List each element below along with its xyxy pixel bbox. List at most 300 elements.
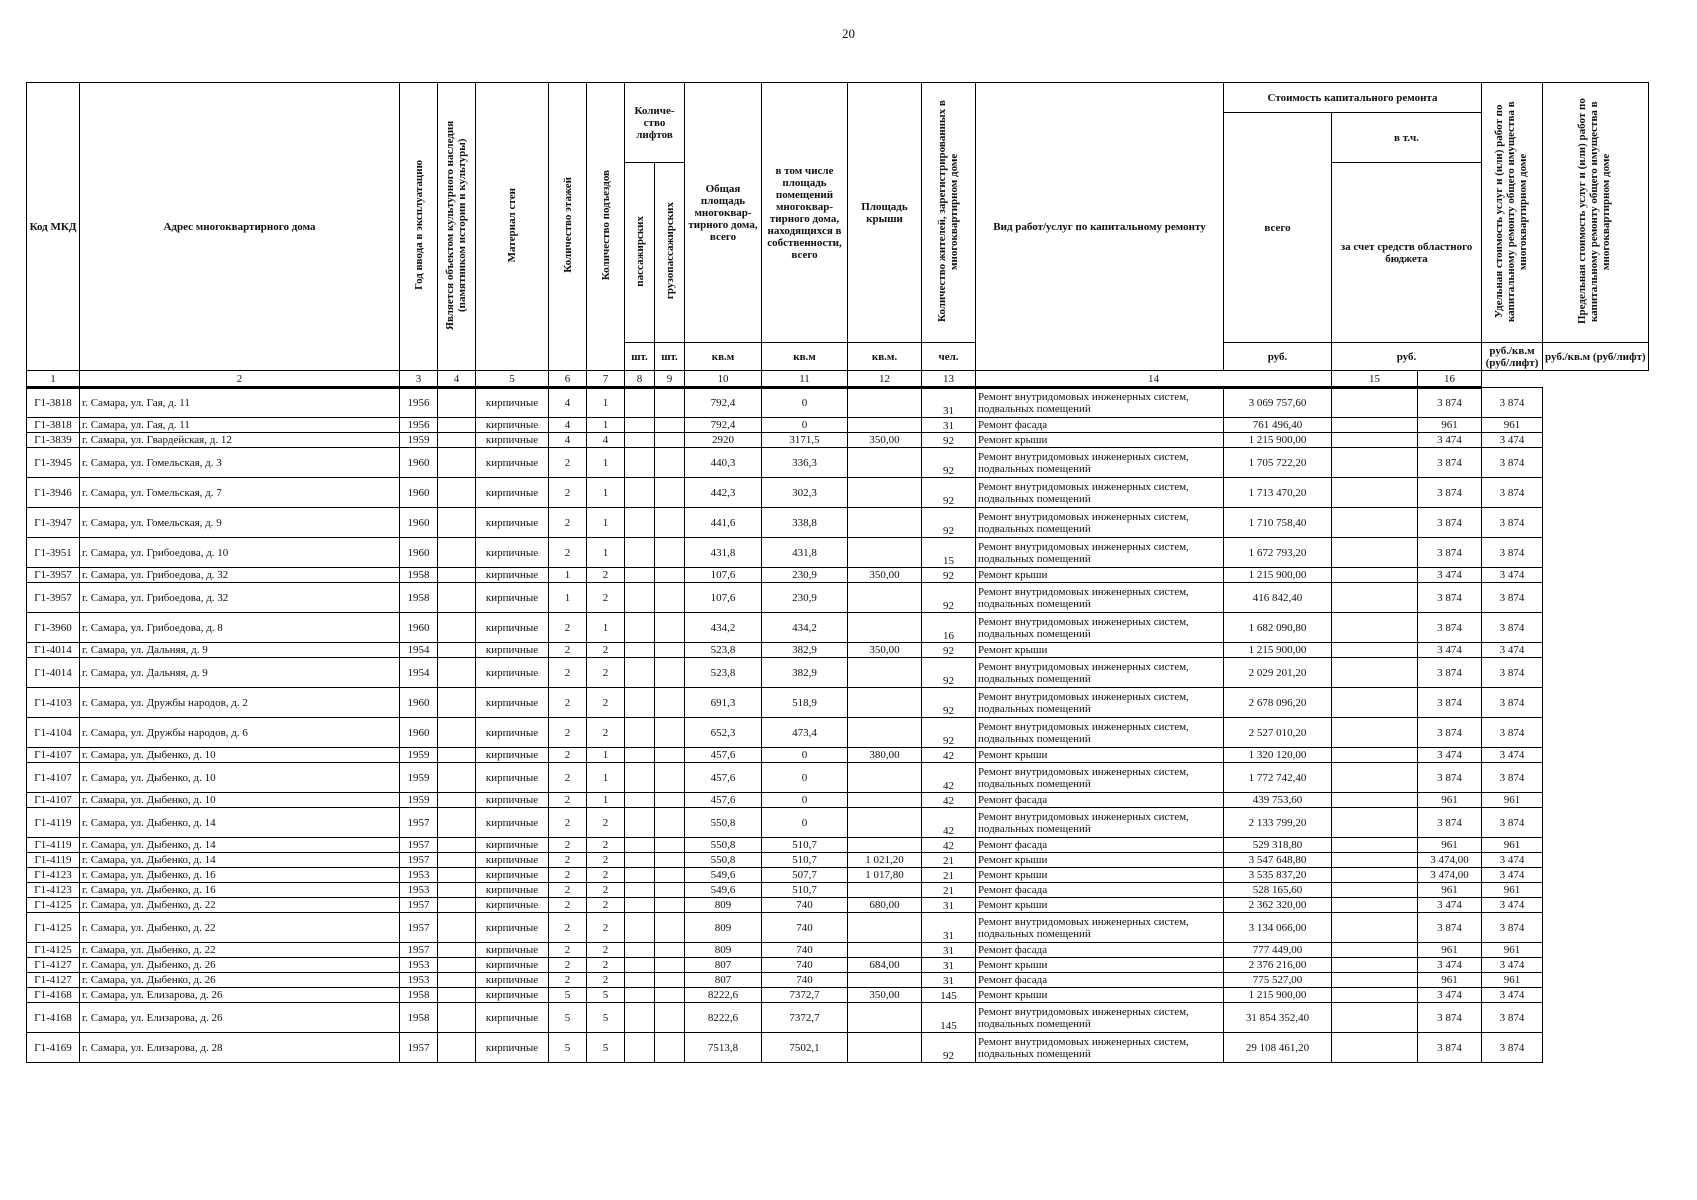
cell-entr: 4: [587, 433, 625, 448]
cell-limit: 3 474: [1482, 988, 1543, 1003]
cell-cost: 1 215 900,00: [1224, 988, 1332, 1003]
cell-empty: [655, 868, 685, 883]
table-row: [27, 853, 1649, 868]
cell-limit: 3 474: [1482, 958, 1543, 973]
unit-rub-1: руб.: [1224, 343, 1332, 371]
cell-unit: 961: [1418, 883, 1482, 898]
cell-area: 440,3: [685, 448, 762, 478]
cell-floors: 1: [549, 568, 587, 583]
cell-material: кирпичные: [476, 1003, 549, 1033]
cell-owned: 336,3: [762, 448, 848, 478]
cell-cost: 528 165,60: [1224, 883, 1332, 898]
cell-limit: 3 474: [1482, 853, 1543, 868]
cell-area: 807: [685, 973, 762, 988]
cell-code: Г1-3839: [27, 433, 80, 448]
cell-work: Ремонт внутридомовых инженерных систем, подвальных помещений: [976, 688, 1224, 718]
cell-empty: [438, 658, 476, 688]
header-heritage: Является объектом культурного наследия (памятником истории и культуры): [438, 83, 476, 371]
cell-owned: 518,9: [762, 688, 848, 718]
cell-limit: 3 874: [1482, 913, 1543, 943]
cell-cost: 529 318,80: [1224, 838, 1332, 853]
cell-res: 145: [922, 1003, 976, 1033]
cell-empty: [655, 448, 685, 478]
cell-cost: 29 108 461,20: [1224, 1033, 1332, 1063]
cell-owned: 740: [762, 898, 848, 913]
cell-empty: [1332, 643, 1418, 658]
cell-empty: [1332, 538, 1418, 568]
column-number: 8: [625, 371, 655, 388]
cell-code: Г1-4123: [27, 868, 80, 883]
cell-cost: 775 527,00: [1224, 973, 1332, 988]
cell-empty: [438, 388, 476, 418]
unit-sqm-1: кв.м: [685, 343, 762, 371]
cell-owned: 382,9: [762, 643, 848, 658]
cell-roof: 350,00: [848, 568, 922, 583]
cell-cost: 2 376 216,00: [1224, 958, 1332, 973]
cell-res: 31: [922, 388, 976, 418]
cell-owned: 230,9: [762, 568, 848, 583]
cell-code: Г1-4169: [27, 1033, 80, 1063]
cell-empty: [625, 943, 655, 958]
cell-unit: 3 874: [1418, 688, 1482, 718]
cell-owned: 338,8: [762, 508, 848, 538]
cell-code: Г1-4125: [27, 898, 80, 913]
cell-roof: 1 021,20: [848, 853, 922, 868]
cell-material: кирпичные: [476, 793, 549, 808]
cell-empty: [655, 958, 685, 973]
cell-address: г. Самара, ул. Дыбенко, д. 14: [80, 853, 400, 868]
cell-empty: [625, 478, 655, 508]
cell-limit: 3 874: [1482, 583, 1543, 613]
cell-code: Г1-3957: [27, 568, 80, 583]
cell-empty: [655, 763, 685, 793]
cell-year: 1960: [400, 613, 438, 643]
unit-sqm-2: кв.м: [762, 343, 848, 371]
cell-address: г. Самара, ул. Гая, д. 11: [80, 388, 400, 418]
cell-res: 31: [922, 418, 976, 433]
cell-address: г. Самара, ул. Гая, д. 11: [80, 418, 400, 433]
cell-empty: [1332, 808, 1418, 838]
cell-year: 1960: [400, 688, 438, 718]
cell-empty: [655, 748, 685, 763]
cell-empty: [655, 973, 685, 988]
cell-work: Ремонт крыши: [976, 568, 1224, 583]
cell-entr: 1: [587, 748, 625, 763]
cell-floors: 5: [549, 988, 587, 1003]
column-number: 5: [476, 371, 549, 388]
cell-cost: 3 535 837,20: [1224, 868, 1332, 883]
cell-entr: 2: [587, 658, 625, 688]
cell-entr: 2: [587, 958, 625, 973]
cell-area: 523,8: [685, 658, 762, 688]
cell-empty: [438, 418, 476, 433]
cell-limit: 3 474: [1482, 433, 1543, 448]
cell-owned: 431,8: [762, 538, 848, 568]
cell-res: 21: [922, 868, 976, 883]
cell-empty: [1332, 658, 1418, 688]
cell-res: 42: [922, 763, 976, 793]
table-row: [27, 883, 1649, 898]
cell-code: Г1-4107: [27, 763, 80, 793]
cell-res: 15: [922, 538, 976, 568]
cell-roof: [848, 1033, 922, 1063]
cell-year: 1960: [400, 478, 438, 508]
cell-year: 1953: [400, 973, 438, 988]
cell-res: 92: [922, 718, 976, 748]
cell-work: Ремонт внутридомовых инженерных систем, подвальных помещений: [976, 763, 1224, 793]
header-cost-incl: в т.ч.: [1332, 113, 1482, 163]
cell-material: кирпичные: [476, 808, 549, 838]
cell-unit: 3 874: [1418, 1033, 1482, 1063]
cell-res: 92: [922, 508, 976, 538]
column-number: 10: [685, 371, 762, 388]
cell-cost: 1 682 090,80: [1224, 613, 1332, 643]
cell-area: 8222,6: [685, 1003, 762, 1033]
cell-work: Ремонт крыши: [976, 748, 1224, 763]
cell-empty: [655, 688, 685, 718]
cell-work: Ремонт крыши: [976, 868, 1224, 883]
cell-res: 92: [922, 448, 976, 478]
cell-empty: [625, 883, 655, 898]
cell-address: г. Самара, ул. Дыбенко, д. 22: [80, 898, 400, 913]
cell-limit: 3 874: [1482, 1033, 1543, 1063]
cell-unit: 3 474,00: [1418, 868, 1482, 883]
cell-empty: [655, 418, 685, 433]
table-row: [27, 718, 1649, 748]
cell-roof: [848, 838, 922, 853]
header-year: Год ввода в эксплуатацию: [400, 83, 438, 371]
cell-work: Ремонт внутридомовых инженерных систем, подвальных помещений: [976, 658, 1224, 688]
cell-roof: 350,00: [848, 643, 922, 658]
cell-material: кирпичные: [476, 568, 549, 583]
cell-code: Г1-4119: [27, 838, 80, 853]
cell-unit: 3 874: [1418, 913, 1482, 943]
cell-cost: 3 547 648,80: [1224, 853, 1332, 868]
table-row: [27, 838, 1649, 853]
cell-limit: 3 474: [1482, 568, 1543, 583]
cell-unit: 3 474: [1418, 433, 1482, 448]
cell-entr: 1: [587, 478, 625, 508]
cell-address: г. Самара, ул. Дыбенко, д. 26: [80, 958, 400, 973]
cell-area: 107,6: [685, 568, 762, 583]
cell-material: кирпичные: [476, 448, 549, 478]
cell-entr: 2: [587, 853, 625, 868]
cell-year: 1959: [400, 748, 438, 763]
cell-res: 31: [922, 958, 976, 973]
cell-work: Ремонт внутридомовых инженерных систем, подвальных помещений: [976, 478, 1224, 508]
cell-material: кирпичные: [476, 898, 549, 913]
cell-address: г. Самара, ул. Гомельская, д. 7: [80, 478, 400, 508]
unit-rub-2: руб.: [1332, 343, 1482, 371]
cell-empty: [1332, 418, 1418, 433]
cell-owned: 740: [762, 973, 848, 988]
header-entrances: Количество подъездов: [587, 83, 625, 371]
cell-year: 1958: [400, 988, 438, 1003]
cell-year: 1960: [400, 718, 438, 748]
cell-code: Г1-4168: [27, 1003, 80, 1033]
cell-work: Ремонт фасада: [976, 838, 1224, 853]
header-roof-area: Площадь крыши: [848, 83, 922, 343]
cell-code: Г1-4119: [27, 808, 80, 838]
cell-floors: 2: [549, 718, 587, 748]
cell-roof: 1 017,80: [848, 868, 922, 883]
cell-empty: [1332, 973, 1418, 988]
cell-address: г. Самара, ул. Елизарова, д. 26: [80, 988, 400, 1003]
cell-limit: 961: [1482, 943, 1543, 958]
cell-area: 8222,6: [685, 988, 762, 1003]
cell-empty: [625, 898, 655, 913]
column-number: 15: [1332, 371, 1418, 388]
cell-empty: [1332, 988, 1418, 1003]
cell-unit: 3 474: [1418, 568, 1482, 583]
cell-owned: 434,2: [762, 613, 848, 643]
cell-roof: [848, 883, 922, 898]
cell-limit: 3 874: [1482, 718, 1543, 748]
cell-floors: 2: [549, 883, 587, 898]
cell-code: Г1-4104: [27, 718, 80, 748]
cell-address: г. Самара, ул. Дыбенко, д. 16: [80, 883, 400, 898]
cell-roof: [848, 793, 922, 808]
header-residents: Количество жителей, зарегистрированных в многоквартирном доме: [922, 83, 976, 343]
table-row: [27, 658, 1649, 688]
cell-floors: 4: [549, 418, 587, 433]
cell-empty: [1332, 853, 1418, 868]
cell-code: Г1-4123: [27, 883, 80, 898]
cell-owned: 510,7: [762, 838, 848, 853]
cell-limit: 3 874: [1482, 658, 1543, 688]
cell-entr: 2: [587, 583, 625, 613]
cell-res: 145: [922, 988, 976, 1003]
cell-address: г. Самара, ул. Грибоедова, д. 32: [80, 568, 400, 583]
cell-material: кирпичные: [476, 688, 549, 718]
cell-empty: [655, 943, 685, 958]
table-row: [27, 748, 1649, 763]
cell-roof: 350,00: [848, 988, 922, 1003]
cell-code: Г1-3960: [27, 613, 80, 643]
cell-empty: [625, 808, 655, 838]
cell-empty: [625, 838, 655, 853]
cell-owned: 0: [762, 388, 848, 418]
cell-entr: 2: [587, 883, 625, 898]
cell-empty: [1332, 838, 1418, 853]
table-row: [27, 388, 1649, 418]
cell-code: Г1-4168: [27, 988, 80, 1003]
cell-empty: [438, 898, 476, 913]
cell-material: кирпичные: [476, 658, 549, 688]
cell-cost: 439 753,60: [1224, 793, 1332, 808]
cell-empty: [625, 793, 655, 808]
cell-res: 92: [922, 478, 976, 508]
cell-code: Г1-3945: [27, 448, 80, 478]
cell-res: 92: [922, 643, 976, 658]
cell-empty: [1332, 898, 1418, 913]
header-address: Адрес многоквартирного дома: [80, 83, 400, 371]
page-number: 20: [842, 26, 855, 41]
cell-entr: 1: [587, 388, 625, 418]
cell-empty: [625, 748, 655, 763]
cell-unit: 3 874: [1418, 718, 1482, 748]
cell-limit: 961: [1482, 973, 1543, 988]
cell-work: Ремонт внутридомовых инженерных систем, подвальных помещений: [976, 1033, 1224, 1063]
unit-sqm-3: кв.м.: [848, 343, 922, 371]
cell-empty: [655, 883, 685, 898]
cell-year: 1953: [400, 868, 438, 883]
cell-res: 92: [922, 658, 976, 688]
cell-floors: 2: [549, 748, 587, 763]
cell-material: кирпичные: [476, 433, 549, 448]
cell-owned: 0: [762, 763, 848, 793]
cell-work: Ремонт внутридомовых инженерных систем, подвальных помещений: [976, 448, 1224, 478]
cell-res: 92: [922, 688, 976, 718]
cell-material: кирпичные: [476, 508, 549, 538]
cell-address: г. Самара, ул. Дыбенко, д. 14: [80, 808, 400, 838]
cell-work: Ремонт внутридомовых инженерных систем, подвальных помещений: [976, 913, 1224, 943]
cell-roof: [848, 508, 922, 538]
cell-roof: 380,00: [848, 748, 922, 763]
cell-code: Г1-3818: [27, 388, 80, 418]
cell-floors: 2: [549, 508, 587, 538]
cell-res: 31: [922, 913, 976, 943]
table-row: [27, 1003, 1649, 1033]
unit-pcs-1: шт.: [625, 343, 655, 371]
cell-floors: 5: [549, 1003, 587, 1033]
cell-limit: 961: [1482, 793, 1543, 808]
cell-empty: [1332, 388, 1418, 418]
cell-work: Ремонт внутридомовых инженерных систем, подвальных помещений: [976, 808, 1224, 838]
cell-limit: 3 474: [1482, 898, 1543, 913]
cell-floors: 2: [549, 943, 587, 958]
cell-address: г. Самара, ул. Елизарова, д. 28: [80, 1033, 400, 1063]
cell-limit: 3 474: [1482, 643, 1543, 658]
cell-unit: 3 874: [1418, 763, 1482, 793]
column-number: 2: [80, 371, 400, 388]
cell-year: 1959: [400, 763, 438, 793]
header-cost-total: всего: [1224, 113, 1332, 343]
cell-unit: 3 874: [1418, 388, 1482, 418]
cell-empty: [1332, 613, 1418, 643]
cell-unit: 3 874: [1418, 508, 1482, 538]
cell-code: Г1-4125: [27, 913, 80, 943]
cell-code: Г1-4119: [27, 853, 80, 868]
cell-unit: 3 874: [1418, 478, 1482, 508]
cell-roof: [848, 808, 922, 838]
cell-empty: [438, 808, 476, 838]
cell-material: кирпичные: [476, 838, 549, 853]
cell-code: Г1-3946: [27, 478, 80, 508]
cell-res: 42: [922, 808, 976, 838]
cell-material: кирпичные: [476, 883, 549, 898]
cell-res: 92: [922, 433, 976, 448]
cell-empty: [1332, 433, 1418, 448]
cell-empty: [625, 388, 655, 418]
cell-year: 1954: [400, 643, 438, 658]
cell-limit: 961: [1482, 838, 1543, 853]
cell-empty: [1332, 448, 1418, 478]
cell-empty: [625, 613, 655, 643]
cell-entr: 2: [587, 718, 625, 748]
cell-material: кирпичные: [476, 418, 549, 433]
cell-roof: [848, 448, 922, 478]
cell-owned: 473,4: [762, 718, 848, 748]
cell-material: кирпичные: [476, 748, 549, 763]
cell-owned: 0: [762, 418, 848, 433]
header-lifts-cargo: грузопассажирских: [655, 163, 685, 343]
cell-entr: 2: [587, 913, 625, 943]
cell-owned: 740: [762, 958, 848, 973]
cell-empty: [438, 538, 476, 568]
cell-unit: 3 474: [1418, 958, 1482, 973]
cell-floors: 2: [549, 643, 587, 658]
cell-code: Г1-4103: [27, 688, 80, 718]
cell-empty: [655, 718, 685, 748]
cell-cost: 761 496,40: [1224, 418, 1332, 433]
cell-work: Ремонт фасада: [976, 973, 1224, 988]
cell-empty: [625, 658, 655, 688]
cell-res: 92: [922, 568, 976, 583]
cell-owned: 3171,5: [762, 433, 848, 448]
cell-limit: 3 874: [1482, 688, 1543, 718]
cell-code: Г1-4125: [27, 943, 80, 958]
cell-unit: 961: [1418, 793, 1482, 808]
cell-roof: [848, 1003, 922, 1033]
cell-year: 1957: [400, 898, 438, 913]
cell-area: 2920: [685, 433, 762, 448]
cell-unit: 3 474: [1418, 898, 1482, 913]
cell-work: Ремонт крыши: [976, 958, 1224, 973]
header-unit-cost: Удельная стоимость услуг и (или) работ по капитальному ремонту общего имущества в многоквартирном доме: [1482, 83, 1543, 343]
column-number: 13: [922, 371, 976, 388]
cell-empty: [438, 958, 476, 973]
cell-empty: [438, 568, 476, 583]
table-row: [27, 433, 1649, 448]
cell-material: кирпичные: [476, 538, 549, 568]
table-row: [27, 973, 1649, 988]
cell-empty: [655, 658, 685, 688]
cell-owned: 510,7: [762, 853, 848, 868]
cell-address: г. Самара, ул. Дыбенко, д. 26: [80, 973, 400, 988]
cell-empty: [1332, 1003, 1418, 1033]
cell-entr: 2: [587, 943, 625, 958]
cell-roof: [848, 478, 922, 508]
cell-roof: [848, 913, 922, 943]
cell-code: Г1-4127: [27, 958, 80, 973]
cell-empty: [1332, 958, 1418, 973]
cell-owned: 507,7: [762, 868, 848, 883]
cell-year: 1956: [400, 388, 438, 418]
cell-material: кирпичные: [476, 718, 549, 748]
cell-work: Ремонт крыши: [976, 643, 1224, 658]
table-row: [27, 508, 1649, 538]
header-area-total: Общая площадь многоквар-тирного дома, всего: [685, 83, 762, 343]
cell-entr: 2: [587, 808, 625, 838]
cell-empty: [625, 688, 655, 718]
cell-year: 1953: [400, 883, 438, 898]
cell-roof: [848, 418, 922, 433]
cell-entr: 2: [587, 838, 625, 853]
cell-empty: [1332, 718, 1418, 748]
cell-entr: 2: [587, 898, 625, 913]
cell-owned: 230,9: [762, 583, 848, 613]
cell-empty: [655, 808, 685, 838]
cell-res: 92: [922, 583, 976, 613]
cell-owned: 7502,1: [762, 1033, 848, 1063]
cell-empty: [438, 688, 476, 718]
cell-empty: [438, 838, 476, 853]
cell-address: г. Самара, ул. Грибоедова, д. 8: [80, 613, 400, 643]
unit-rate-2: руб./кв.м (руб/лифт): [1543, 343, 1649, 371]
cell-work: Ремонт внутридомовых инженерных систем, подвальных помещений: [976, 613, 1224, 643]
cell-roof: 684,00: [848, 958, 922, 973]
